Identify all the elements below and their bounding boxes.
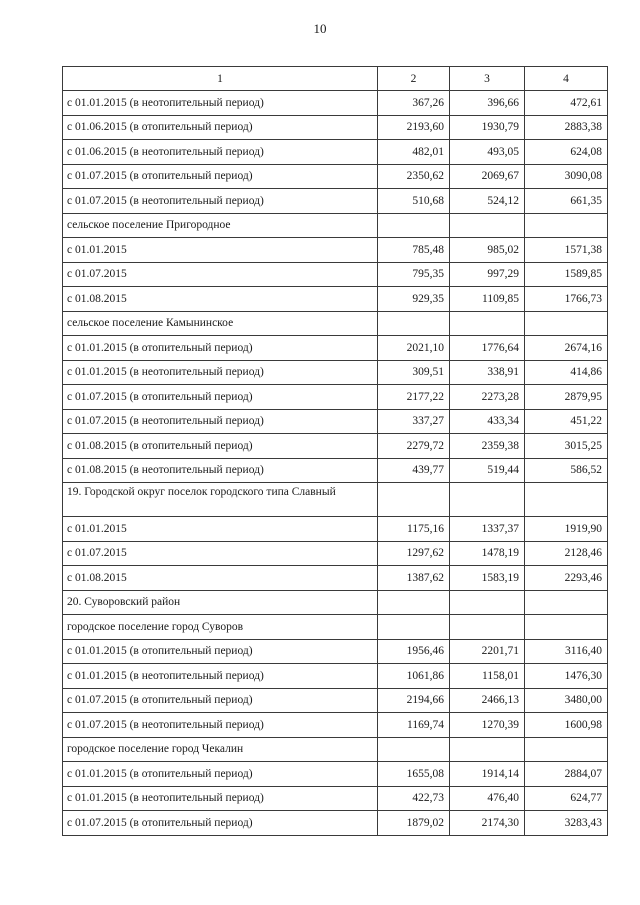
value-cell-col2: 1169,74 bbox=[378, 713, 450, 738]
row-label-cell: с 01.06.2015 (в неотопительный период) bbox=[63, 140, 378, 165]
table-row bbox=[63, 737, 608, 762]
value-cell-col3 bbox=[450, 483, 525, 517]
value-cell-col3: 1930,79 bbox=[450, 115, 525, 140]
value-cell-col3: 1158,01 bbox=[450, 664, 525, 689]
value-cell-col4: 2128,46 bbox=[525, 541, 608, 566]
value-cell-col4: 1589,85 bbox=[525, 262, 608, 287]
value-cell-col2: 1879,02 bbox=[378, 811, 450, 836]
table-row bbox=[63, 91, 608, 116]
value-cell-col3: 1270,39 bbox=[450, 713, 525, 738]
value-cell-col3: 2201,71 bbox=[450, 639, 525, 664]
table-row bbox=[63, 385, 608, 410]
row-label-cell: с 01.07.2015 (в отопительный период) bbox=[63, 811, 378, 836]
value-cell-col4: 3116,40 bbox=[525, 639, 608, 664]
value-cell-col4: 3015,25 bbox=[525, 434, 608, 459]
table-row bbox=[63, 262, 608, 287]
table-row bbox=[63, 590, 608, 615]
value-cell-col2 bbox=[378, 590, 450, 615]
value-cell-col3: 476,40 bbox=[450, 786, 525, 811]
value-cell-col3 bbox=[450, 737, 525, 762]
value-cell-col4: 1766,73 bbox=[525, 287, 608, 312]
value-cell-col4: 2883,38 bbox=[525, 115, 608, 140]
value-cell-col2: 367,26 bbox=[378, 91, 450, 116]
row-label-cell: городское поселение город Чекалин bbox=[63, 737, 378, 762]
value-cell-col3 bbox=[450, 311, 525, 336]
value-cell-col3: 519,44 bbox=[450, 458, 525, 483]
table-row bbox=[63, 786, 608, 811]
table-row bbox=[63, 541, 608, 566]
value-cell-col3: 997,29 bbox=[450, 262, 525, 287]
row-label-cell: с 01.01.2015 bbox=[63, 238, 378, 263]
value-cell-col3: 433,34 bbox=[450, 409, 525, 434]
value-cell-col4: 2879,95 bbox=[525, 385, 608, 410]
row-label-cell: с 01.07.2015 (в неотопительный период) bbox=[63, 189, 378, 214]
row-label-cell: с 01.01.2015 (в отопительный период) bbox=[63, 336, 378, 361]
row-label-cell: с 01.07.2015 (в неотопительный период) bbox=[63, 409, 378, 434]
value-cell-col3 bbox=[450, 213, 525, 238]
row-label-cell: с 01.08.2015 (в отопительный период) bbox=[63, 434, 378, 459]
table-row bbox=[63, 811, 608, 836]
value-cell-col4: 414,86 bbox=[525, 360, 608, 385]
row-label-cell: с 01.07.2015 (в отопительный период) bbox=[63, 164, 378, 189]
table-row bbox=[63, 664, 608, 689]
value-cell-col3: 1776,64 bbox=[450, 336, 525, 361]
value-cell-col3: 524,12 bbox=[450, 189, 525, 214]
value-cell-col3: 2069,67 bbox=[450, 164, 525, 189]
value-cell-col2: 2350,62 bbox=[378, 164, 450, 189]
row-label-cell: с 01.07.2015 (в неотопительный период) bbox=[63, 713, 378, 738]
value-cell-col2: 2177,22 bbox=[378, 385, 450, 410]
value-cell-col3: 985,02 bbox=[450, 238, 525, 263]
value-cell-col4: 2293,46 bbox=[525, 566, 608, 591]
value-cell-col3: 2273,28 bbox=[450, 385, 525, 410]
value-cell-col4: 451,22 bbox=[525, 409, 608, 434]
row-label-cell: с 01.07.2015 (в отопительный период) bbox=[63, 385, 378, 410]
row-label-cell: с 01.01.2015 (в отопительный период) bbox=[63, 762, 378, 787]
row-label-cell: с 01.07.2015 bbox=[63, 541, 378, 566]
value-cell-col2: 1175,16 bbox=[378, 517, 450, 542]
row-label-cell: с 01.07.2015 bbox=[63, 262, 378, 287]
page-number: 10 bbox=[313, 21, 327, 36]
table-row bbox=[63, 409, 608, 434]
table-row bbox=[63, 189, 608, 214]
value-cell-col2: 422,73 bbox=[378, 786, 450, 811]
value-cell-col3: 1337,37 bbox=[450, 517, 525, 542]
tariff-table bbox=[62, 66, 608, 836]
row-label-cell: с 01.01.2015 (в отопительный период) bbox=[63, 639, 378, 664]
table-row bbox=[63, 458, 608, 483]
value-cell-col3: 2466,13 bbox=[450, 688, 525, 713]
value-cell-col4: 661,35 bbox=[525, 189, 608, 214]
value-cell-col2: 1297,62 bbox=[378, 541, 450, 566]
row-label-cell: с 01.01.2015 (в неотопительный период) bbox=[63, 91, 378, 116]
table-row bbox=[63, 483, 608, 517]
value-cell-col4: 3283,43 bbox=[525, 811, 608, 836]
table-row bbox=[63, 360, 608, 385]
value-cell-col2: 439,77 bbox=[378, 458, 450, 483]
value-cell-col2: 2021,10 bbox=[378, 336, 450, 361]
table-row bbox=[63, 213, 608, 238]
value-cell-col4: 472,61 bbox=[525, 91, 608, 116]
row-label-cell: с 01.08.2015 (в неотопительный период) bbox=[63, 458, 378, 483]
table-row bbox=[63, 140, 608, 165]
value-cell-col3: 396,66 bbox=[450, 91, 525, 116]
value-cell-col2: 795,35 bbox=[378, 262, 450, 287]
column-header-1: 1 bbox=[63, 67, 378, 91]
row-label-cell: с 01.06.2015 (в отопительный период) bbox=[63, 115, 378, 140]
table-row bbox=[63, 311, 608, 336]
value-cell-col4 bbox=[525, 213, 608, 238]
table-header-row bbox=[63, 67, 608, 91]
value-cell-col3: 1914,14 bbox=[450, 762, 525, 787]
value-cell-col2: 785,48 bbox=[378, 238, 450, 263]
value-cell-col2: 2279,72 bbox=[378, 434, 450, 459]
value-cell-col3: 338,91 bbox=[450, 360, 525, 385]
value-cell-col4 bbox=[525, 737, 608, 762]
value-cell-col4 bbox=[525, 483, 608, 517]
value-cell-col2 bbox=[378, 483, 450, 517]
value-cell-col4: 2884,07 bbox=[525, 762, 608, 787]
row-label-cell: с 01.01.2015 (в неотопительный период) bbox=[63, 664, 378, 689]
row-label-cell: сельское поселение Камынинское bbox=[63, 311, 378, 336]
value-cell-col2 bbox=[378, 311, 450, 336]
row-label-cell: с 01.07.2015 (в отопительный период) bbox=[63, 688, 378, 713]
value-cell-col4: 3480,00 bbox=[525, 688, 608, 713]
value-cell-col3: 2359,38 bbox=[450, 434, 525, 459]
table-row bbox=[63, 639, 608, 664]
value-cell-col4: 3090,08 bbox=[525, 164, 608, 189]
column-header-4: 4 bbox=[525, 67, 608, 91]
value-cell-col3: 1583,19 bbox=[450, 566, 525, 591]
value-cell-col4: 2674,16 bbox=[525, 336, 608, 361]
value-cell-col2: 309,51 bbox=[378, 360, 450, 385]
value-cell-col4: 1476,30 bbox=[525, 664, 608, 689]
row-label-cell: сельское поселение Пригородное bbox=[63, 213, 378, 238]
value-cell-col2: 1655,08 bbox=[378, 762, 450, 787]
value-cell-col3: 2174,30 bbox=[450, 811, 525, 836]
table-body bbox=[63, 91, 608, 836]
value-cell-col4: 586,52 bbox=[525, 458, 608, 483]
value-cell-col3: 1478,19 bbox=[450, 541, 525, 566]
value-cell-col3: 493,05 bbox=[450, 140, 525, 165]
value-cell-col4 bbox=[525, 615, 608, 640]
value-cell-col2 bbox=[378, 615, 450, 640]
value-cell-col4 bbox=[525, 590, 608, 615]
value-cell-col2: 929,35 bbox=[378, 287, 450, 312]
value-cell-col4 bbox=[525, 311, 608, 336]
row-label-cell: с 01.08.2015 bbox=[63, 566, 378, 591]
value-cell-col2: 2194,66 bbox=[378, 688, 450, 713]
row-label-cell: с 01.01.2015 bbox=[63, 517, 378, 542]
value-cell-col2: 2193,60 bbox=[378, 115, 450, 140]
value-cell-col2: 482,01 bbox=[378, 140, 450, 165]
table-row bbox=[63, 434, 608, 459]
value-cell-col2: 1956,46 bbox=[378, 639, 450, 664]
value-cell-col2: 1387,62 bbox=[378, 566, 450, 591]
table-row bbox=[63, 688, 608, 713]
value-cell-col4: 624,77 bbox=[525, 786, 608, 811]
row-label-cell: с 01.01.2015 (в неотопительный период) bbox=[63, 786, 378, 811]
table-row bbox=[63, 287, 608, 312]
row-label-cell: с 01.08.2015 bbox=[63, 287, 378, 312]
table-row bbox=[63, 336, 608, 361]
table-row bbox=[63, 762, 608, 787]
table-row bbox=[63, 713, 608, 738]
value-cell-col4: 1919,90 bbox=[525, 517, 608, 542]
value-cell-col2 bbox=[378, 737, 450, 762]
row-label-cell: городское поселение город Суворов bbox=[63, 615, 378, 640]
table-row bbox=[63, 615, 608, 640]
value-cell-col2 bbox=[378, 213, 450, 238]
row-label-cell: с 01.01.2015 (в неотопительный период) bbox=[63, 360, 378, 385]
value-cell-col3: 1109,85 bbox=[450, 287, 525, 312]
value-cell-col3 bbox=[450, 615, 525, 640]
value-cell-col2: 1061,86 bbox=[378, 664, 450, 689]
value-cell-col4: 1600,98 bbox=[525, 713, 608, 738]
row-label-cell: 19. Городской округ поселок городского типа Славный bbox=[63, 483, 378, 517]
row-label-cell: 20. Суворовский район bbox=[63, 590, 378, 615]
value-cell-col2: 510,68 bbox=[378, 189, 450, 214]
value-cell-col4: 1571,38 bbox=[525, 238, 608, 263]
table-row bbox=[63, 517, 608, 542]
value-cell-col3 bbox=[450, 590, 525, 615]
table-row bbox=[63, 115, 608, 140]
value-cell-col2: 337,27 bbox=[378, 409, 450, 434]
value-cell-col4: 624,08 bbox=[525, 140, 608, 165]
table-row bbox=[63, 566, 608, 591]
column-header-3: 3 bbox=[450, 67, 525, 91]
table-row bbox=[63, 238, 608, 263]
column-header-2: 2 bbox=[378, 67, 450, 91]
table-row bbox=[63, 164, 608, 189]
